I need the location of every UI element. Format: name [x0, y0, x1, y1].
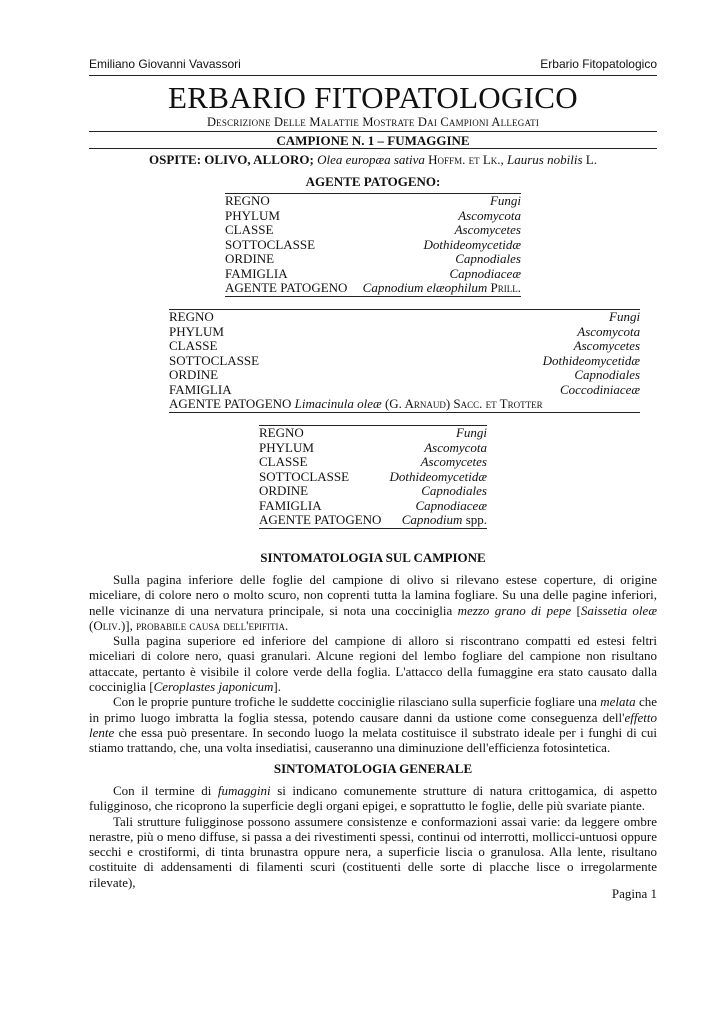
italic-term: mezzo grano di pepe	[457, 602, 572, 618]
header-rule	[89, 75, 657, 76]
page-subtitle: Descrizione Delle Malattie Mostrate Dai Campioni Allegati	[206, 115, 540, 129]
text-run: Con le proprie punture trofiche le suddette cocciniglie rilasciano sulla superficie fogliare una	[113, 694, 601, 710]
rank-value: Capnodiales	[574, 367, 641, 382]
running-header-author: Emiliano Giovanni Vavassori	[89, 57, 241, 71]
table-row	[225, 209, 521, 224]
table-row	[225, 194, 521, 209]
rank-label: REGNO	[169, 310, 543, 325]
rank-value	[386, 513, 487, 528]
rank-value: Dothideomycetidæ	[542, 352, 641, 368]
rank-label: CLASSE	[259, 454, 308, 469]
text-run: Sulla pagina superiore ed inferiore del campione di alloro si riscontrano compatti ed estesi feltri miceliari di colore nero, quasi granulari. Alcune regioni del lembo fogliare del campione non risultano attaccate, pertanto è visibile il colore verde della foglia. L'attacco della fumaggine era stato causato dalla cocciniglia [	[89, 633, 657, 695]
text-run: si indicano comunemente strutture di natura crittogamica, di aspetto fuligginoso, che ricoprono la superficie degli organi epigei, e soprattutto le foglie, delle più svariate piante.	[89, 783, 657, 814]
text-run: che essa può presentare. In secondo luogo la melata costituisce il substrato ideale per i funghi di cui stiamo trattando, che, una volta insediatisi, causeranno una diminuzione dell'efficienza fotosintetica.	[89, 724, 657, 756]
italic-term: melata	[600, 694, 636, 710]
ospite-species-2: Laurus nobilis	[507, 152, 583, 167]
table-row	[259, 441, 487, 456]
table-row	[169, 397, 640, 412]
rank-label: REGNO	[259, 426, 386, 441]
rank-value	[354, 281, 521, 296]
rank-label: CLASSE	[169, 338, 218, 353]
species-name: Capnodium elæophilum	[362, 280, 488, 295]
species-author: (G. Arnaud) Sacc. et Trotter	[384, 396, 543, 411]
rank-label: PHYLUM	[259, 439, 314, 455]
rank-label	[169, 397, 543, 412]
rank-value: Dothideomycetidæ	[389, 468, 487, 484]
rank-label: FAMIGLIA	[225, 265, 288, 281]
table-row	[225, 238, 521, 253]
paragraph	[89, 572, 657, 633]
title-rule-top	[89, 131, 657, 132]
ospite-line	[89, 152, 657, 168]
species-name: Limacinula oleæ	[294, 396, 382, 411]
table-row	[259, 499, 487, 514]
section-body-generale	[89, 783, 657, 890]
rank-value: Capnodiales	[421, 483, 487, 498]
rank-label: ORDINE	[225, 251, 275, 266]
rank-value: Ascomycota	[577, 323, 641, 339]
rank-value: Ascomycota	[424, 439, 487, 455]
table-row	[259, 455, 487, 470]
species-name: Ceroplastes japonicum	[153, 679, 274, 695]
rank-label: AGENTE PATOGENO	[259, 513, 386, 528]
rank-label: SOTTOCLASSE	[259, 468, 350, 484]
rank-label: PHYLUM	[225, 207, 280, 223]
paragraph: Tali strutture fuligginose possono assumere consistenze e conformazioni assai varie: da leggere ombre nerastre, più o meno diffuse, si passa a dei rivestimenti spessi, continui od interrotti, mollicci-untuosi oppure secchi e crostiformi, di tinta brunastra oppure nera, a superficie liscia o granulosa. Alla lente, risultano costituite di addensamenti di filamenti scuri (costituenti delle sorte di placche lisce o irregolarmente rilevate),	[89, 813, 657, 890]
taxonomy-table-3	[259, 425, 487, 529]
rank-value: Fungi	[354, 194, 521, 209]
table-row	[225, 281, 521, 296]
agente-patogeno-heading: AGENTE PATOGENO:	[305, 174, 441, 189]
rank-value: Ascomycota	[458, 207, 521, 223]
text-run: che in primo luogo imbratta la foglia stessa, potendo causare danni da ustione come conseguenza dell'	[89, 694, 657, 725]
ospite-author-1: Hoffm. et Lk.,	[428, 152, 504, 167]
text-run: Sulla pagina inferiore delle foglie del campione di olivo si rilevano estese coperture, di origine miceliare, di colore nero o molto scuro, non coprenti tutta la lamina fogliare. Su una delle pagine inferiori, nelle vicinanze di una nervatura principale, si nota una cocciniglia	[89, 572, 657, 618]
table-row	[225, 267, 521, 282]
text-run: [	[571, 602, 581, 618]
species-author: Prill.	[490, 280, 521, 295]
italic-term: effetto lente	[89, 709, 657, 740]
page-number: Pagina 1	[611, 886, 657, 901]
page-title: ERBARIO FITOPATOLOGICO	[168, 80, 578, 115]
rank-label: SOTTOCLASSE	[225, 236, 316, 252]
ospite-label: OSPITE: OLIVO, ALLORO;	[149, 152, 314, 167]
rank-value: Dothideomycetidæ	[423, 236, 521, 252]
paragraph	[89, 633, 657, 694]
rank-label: ORDINE	[259, 483, 309, 498]
rank-value: Capnodiaceæ	[449, 265, 521, 281]
taxonomy-table-2	[169, 309, 640, 413]
rank-value: Capnodiaceæ	[415, 497, 487, 513]
rank-label: FAMIGLIA	[169, 381, 232, 397]
title-rule-bottom	[89, 148, 657, 149]
taxonomy-table-1	[225, 193, 521, 297]
table-row	[169, 339, 640, 354]
text-run: ].	[273, 679, 281, 695]
rank-value: Ascomycetes	[454, 222, 521, 237]
table-row	[169, 325, 640, 340]
table-row	[259, 426, 487, 441]
rank-value: Ascomycetes	[573, 338, 641, 353]
rank-label: PHYLUM	[169, 323, 224, 339]
italic-term: fumaggini	[217, 783, 271, 798]
rank-label: CLASSE	[225, 222, 274, 237]
rank-label: ORDINE	[169, 367, 219, 382]
species-author: spp.	[465, 512, 487, 527]
rank-label: AGENTE PATOGENO	[225, 281, 354, 296]
ospite-author-2: L.	[585, 152, 597, 167]
table-row	[259, 513, 487, 528]
rank-value: Ascomycetes	[420, 454, 487, 469]
table-row	[259, 470, 487, 485]
ospite-species-1: Olea europæa sativa	[317, 152, 425, 167]
section-body-campione	[89, 572, 657, 756]
species-name: Saissetia oleæ	[580, 602, 657, 618]
rank-value: Fungi	[386, 426, 487, 441]
rank-label: SOTTOCLASSE	[169, 352, 260, 368]
rank-value: Coccodiniaceæ	[559, 381, 641, 397]
agente-label: AGENTE PATOGENO	[169, 396, 292, 411]
table-row	[169, 310, 640, 325]
table-row	[169, 368, 640, 383]
rank-label: REGNO	[225, 194, 354, 209]
text-run: Con il termine di	[113, 783, 218, 798]
rank-value: Capnodiales	[455, 251, 521, 266]
rank-value: Fungi	[543, 310, 640, 325]
species-name: Capnodium	[401, 512, 463, 527]
paragraph	[89, 694, 657, 755]
table-row	[259, 484, 487, 499]
text-run: (Oliv.)], probabile causa dell'epifitia.	[89, 617, 289, 633]
campione-heading: CAMPIONE N. 1 – FUMAGGINE	[276, 133, 470, 148]
table-row	[169, 354, 640, 369]
table-row	[225, 252, 521, 267]
rank-value	[543, 397, 640, 412]
section-heading-campione: SINTOMATOLOGIA SUL CAMPIONE	[260, 550, 486, 565]
section-heading-generale: SINTOMATOLOGIA GENERALE	[273, 761, 473, 776]
rank-label: FAMIGLIA	[259, 497, 322, 513]
paragraph	[89, 783, 657, 814]
table-row	[169, 383, 640, 398]
table-row	[225, 223, 521, 238]
running-header-title: Erbario Fitopatologico	[540, 57, 657, 71]
